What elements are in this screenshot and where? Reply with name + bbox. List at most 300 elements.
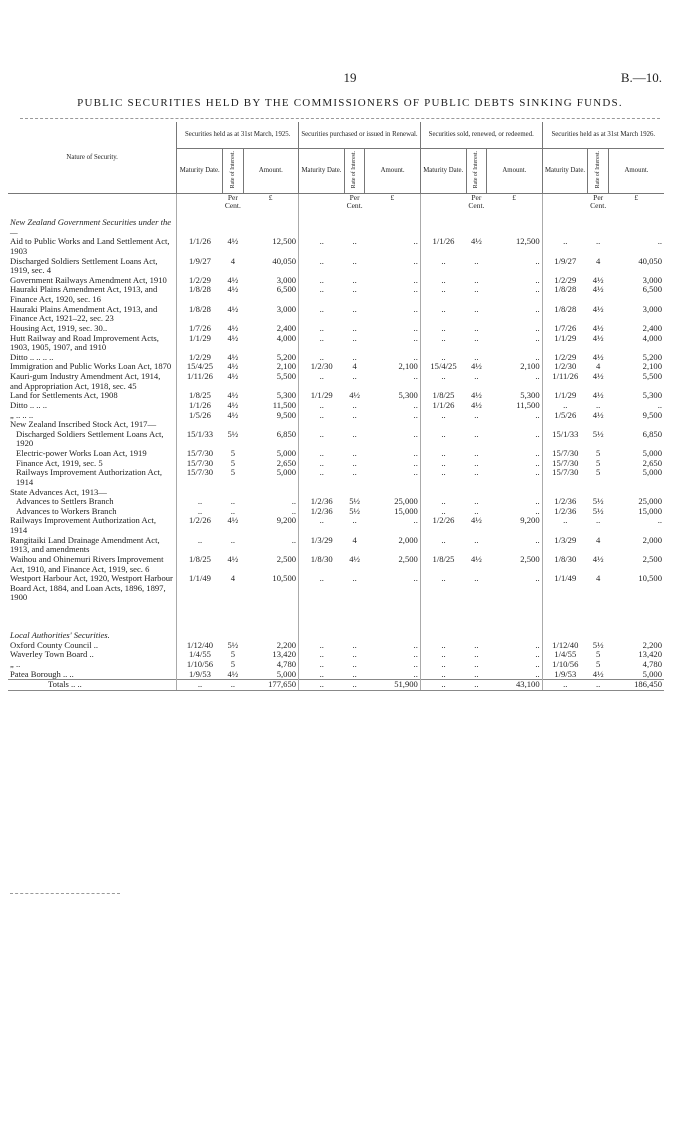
security-name: Advances to Settlers Branch xyxy=(16,496,114,507)
amount-cell: .. xyxy=(657,236,662,247)
amount-cell: .. xyxy=(291,496,297,507)
amount-cell: 3,000 xyxy=(642,303,662,314)
maturity-date-cell: 15/7/30 xyxy=(177,468,223,487)
table-row xyxy=(8,430,664,449)
security-name: New Zealand Inscribed Stock Act, 1917— xyxy=(10,419,157,430)
amount-cell: .. xyxy=(291,534,297,545)
interest-rate-cell: 4½ xyxy=(227,332,239,343)
maturity-date-cell: .. xyxy=(542,237,588,256)
amount-cell: .. xyxy=(413,303,418,314)
rate-header: Rate of Interest. xyxy=(344,149,364,194)
per-cent-unit: Per Cent. xyxy=(224,193,241,211)
amount-cell: 5,200 xyxy=(276,351,297,362)
table-row xyxy=(8,670,664,680)
interest-rate-cell: 4½ xyxy=(471,361,482,372)
maturity-date-cell: 1/8/25 xyxy=(177,391,223,401)
maturity-date-cell: .. xyxy=(420,334,466,353)
page-number: 19 xyxy=(343,70,357,85)
amount-cell: .. xyxy=(413,428,418,439)
interest-rate-cell: 5 xyxy=(596,467,601,478)
interest-rate-cell: 4½ xyxy=(227,409,239,420)
interest-rate-cell: 4½ xyxy=(227,668,239,679)
amount-cell: 9,200 xyxy=(520,515,540,526)
security-name: Land for Settlements Act, 1908 xyxy=(10,390,118,401)
maturity-date-cell: 15/7/30 xyxy=(542,449,588,459)
local-authorities-heading: Local Authorities' Securities. xyxy=(10,630,110,640)
maturity-date-cell: 1/5/26 xyxy=(542,411,588,421)
title-divider xyxy=(20,118,660,119)
interest-rate-cell: .. xyxy=(474,322,479,333)
interest-rate-cell: 5 xyxy=(596,448,601,458)
maturity-date-cell: .. xyxy=(299,237,345,256)
amount-cell: .. xyxy=(535,658,540,669)
amount-cell: .. xyxy=(535,639,540,650)
interest-rate-cell: 4½ xyxy=(227,515,239,526)
maturity-date-cell: .. xyxy=(299,430,345,449)
interest-rate-cell: 4½ xyxy=(227,361,239,372)
amount-cell: 10,500 xyxy=(638,573,662,584)
interest-rate-cell: 4½ xyxy=(592,303,604,314)
maturity-date-cell: 15/7/30 xyxy=(542,468,588,487)
amount-cell xyxy=(487,420,542,430)
security-name: Westport Harbour Act, 1920, Westport Harbour Board Act, 1884, and Loan Acts, 1896, 1897, 1900 xyxy=(10,573,173,603)
interest-rate-cell: 5 xyxy=(596,649,601,660)
security-name: Ditto .. .. .. .. xyxy=(10,351,54,362)
maturity-date-cell: .. xyxy=(420,372,466,391)
interest-rate-cell: .. xyxy=(596,515,601,526)
pound-unit: £ xyxy=(512,193,516,202)
amount-cell: .. xyxy=(413,639,418,650)
amount-header: Amount. xyxy=(608,149,664,194)
security-name: Hauraki Plains Amendment Act, 1913, and Finance Act, 1920, sec. 16 xyxy=(10,284,158,304)
security-name: Immigration and Public Works Loan Act, 1870 xyxy=(10,361,172,372)
maturity-date-cell: .. xyxy=(177,680,223,691)
table-row xyxy=(8,257,664,276)
group-header-sold: Securities sold, renewed, or redeemed. xyxy=(420,122,542,149)
amount-cell: 25,000 xyxy=(638,496,662,507)
amount-cell: .. xyxy=(535,496,540,507)
interest-rate-cell: .. xyxy=(474,573,479,584)
interest-rate-cell: .. xyxy=(352,573,357,584)
securities-table xyxy=(8,122,664,691)
amount-cell: .. xyxy=(413,668,418,679)
security-name: Electric-power Works Loan Act, 1919 xyxy=(16,448,147,458)
amount-cell: 2,100 xyxy=(642,361,662,372)
security-name: State Advances Act, 1913— xyxy=(10,486,107,497)
maturity-date-cell: .. xyxy=(420,257,466,276)
amount-cell: 177,650 xyxy=(243,680,298,691)
amount-cell: 2,200 xyxy=(642,639,662,650)
maturity-date-cell: .. xyxy=(420,641,466,651)
maturity-date-cell: .. xyxy=(299,680,345,691)
amount-cell: .. xyxy=(535,409,540,420)
maturity-date-cell: 1/9/53 xyxy=(542,670,588,680)
interest-rate-cell: .. xyxy=(474,351,479,362)
interest-rate-cell: 5 xyxy=(230,649,236,660)
amount-cell: .. xyxy=(413,322,418,333)
interest-rate-cell: 4½ xyxy=(471,390,482,401)
amount-cell: .. xyxy=(413,467,418,478)
maturity-date-cell: .. xyxy=(420,574,466,603)
interest-rate-cell: 4 xyxy=(596,534,601,545)
maturity-date-cell: 1/1/26 xyxy=(177,237,223,256)
interest-rate-cell xyxy=(588,218,608,237)
maturity-date-cell: 1/10/56 xyxy=(542,660,588,670)
interest-rate-cell: .. xyxy=(352,284,357,295)
interest-rate-cell: .. xyxy=(352,303,357,314)
interest-rate-cell: .. xyxy=(223,680,243,691)
interest-rate-cell: 5½ xyxy=(592,428,604,439)
amount-cell: .. xyxy=(413,399,418,410)
maturity-date-cell: .. xyxy=(177,497,223,507)
amount-cell: 2,200 xyxy=(276,639,297,650)
security-name: Hutt Railway and Road Improvement Acts, 1903, 1905, 1907, and 1910 xyxy=(10,332,159,353)
table-row xyxy=(8,218,664,237)
security-name: Discharged Soldiers Settlement Loans Act, 1919, sec. 4 xyxy=(10,255,158,276)
amount-cell: 40,050 xyxy=(272,255,297,266)
amount-cell: .. xyxy=(413,573,418,584)
amount-cell: 12,500 xyxy=(515,236,540,247)
per-cent-unit: Per Cent. xyxy=(590,193,607,211)
interest-rate-cell: 5 xyxy=(596,658,601,669)
interest-rate-cell: .. xyxy=(474,639,479,650)
maturity-date-cell: 1/3/29 xyxy=(299,536,345,555)
interest-rate-cell: 4½ xyxy=(227,399,239,410)
interest-rate-cell: 4 xyxy=(596,573,601,584)
interest-rate-cell xyxy=(223,218,243,237)
amount-cell: 43,100 xyxy=(487,680,542,691)
maturity-date-cell: 1/3/29 xyxy=(542,536,588,555)
security-name: Hauraki Plains Amendment Act, 1913, and Finance Act, 1921–22, sec. 23 xyxy=(10,303,158,324)
maturity-date-cell: .. xyxy=(299,324,345,334)
interest-rate-cell: 4 xyxy=(596,255,601,266)
maturity-date-cell: 1/1/26 xyxy=(420,401,466,411)
interest-rate-cell: 4½ xyxy=(592,274,604,285)
security-name: Government Railways Amendment Act, 1910 xyxy=(10,274,167,285)
maturity-date-cell: .. xyxy=(299,516,345,535)
maturity-date-cell: 1/1/29 xyxy=(177,334,223,353)
amount-cell: .. xyxy=(413,448,418,458)
maturity-date-cell: 1/12/40 xyxy=(177,641,223,651)
maturity-date-cell: .. xyxy=(299,459,345,469)
amount-cell: .. xyxy=(535,303,540,314)
amount-cell: 5,000 xyxy=(276,448,297,458)
interest-rate-cell: 4 xyxy=(230,255,236,266)
maturity-date-cell: .. xyxy=(177,536,223,555)
security-name: Ditto .. .. .. xyxy=(10,399,48,410)
maturity-date-cell: .. xyxy=(299,449,345,459)
amount-cell xyxy=(365,420,420,430)
maturity-date-cell: .. xyxy=(299,641,345,651)
maturity-date-cell: 1/8/30 xyxy=(542,555,588,574)
maturity-date-cell: 1/1/26 xyxy=(177,401,223,411)
amount-cell: .. xyxy=(413,351,418,362)
amount-cell: .. xyxy=(535,457,540,468)
amount-cell: 5,000 xyxy=(276,467,297,478)
maturity-date-cell: 1/7/26 xyxy=(177,324,223,334)
security-name: Waverley Town Board .. xyxy=(10,649,94,660)
maturity-date-cell: 15/1/33 xyxy=(542,430,588,449)
security-name: Finance Act, 1919, sec. 5 xyxy=(16,457,103,468)
interest-rate-cell: .. xyxy=(596,236,601,247)
amount-cell: 13,420 xyxy=(638,649,662,660)
interest-rate-cell: .. xyxy=(352,399,357,410)
amount-cell: 2,500 xyxy=(398,553,418,564)
table-row xyxy=(8,305,664,324)
amount-cell: 15,000 xyxy=(638,505,662,516)
page-title: PUBLIC SECURITIES HELD BY THE COMMISSIONERS OF PUBLIC DEBTS SINKING FUNDS. xyxy=(77,97,623,109)
rate-header: Rate of Interest. xyxy=(588,149,608,194)
amount-cell: .. xyxy=(535,649,540,660)
amount-cell: 25,000 xyxy=(394,496,418,507)
maturity-date-cell: 1/5/26 xyxy=(177,411,223,421)
amount-cell: .. xyxy=(413,274,418,285)
amount-cell: 5,500 xyxy=(276,371,297,381)
amount-cell: 2,500 xyxy=(276,553,297,564)
pound-unit: £ xyxy=(634,193,639,202)
amount-cell: 2,100 xyxy=(398,361,418,372)
amount-cell: 5,000 xyxy=(642,668,662,679)
totals-label: Totals .. .. xyxy=(8,680,177,691)
security-name: Rangitaiki Land Drainage Amendment Act, 1913, and amendments xyxy=(10,534,160,555)
amount-cell xyxy=(243,218,298,237)
maturity-date-cell: 1/2/29 xyxy=(542,353,588,363)
amount-cell: .. xyxy=(413,371,418,381)
maturity-date-cell: .. xyxy=(420,459,466,469)
maturity-date-cell: .. xyxy=(420,650,466,660)
amount-cell xyxy=(487,218,542,237)
amount-cell: 11,500 xyxy=(272,399,297,410)
interest-rate-cell: .. xyxy=(474,668,479,679)
amount-cell: 3,000 xyxy=(642,274,662,285)
interest-rate-cell: 4½ xyxy=(227,274,239,285)
interest-rate-cell: .. xyxy=(352,322,357,333)
interest-rate-cell: 5½ xyxy=(349,505,360,516)
interest-rate-cell: 4½ xyxy=(349,553,360,564)
maturity-date-cell: 1/2/36 xyxy=(542,497,588,507)
amount-cell: .. xyxy=(413,409,418,420)
interest-rate-cell: 4½ xyxy=(592,371,604,381)
amount-cell: .. xyxy=(535,255,540,266)
maturity-date-cell: 1/7/26 xyxy=(542,324,588,334)
interest-rate-cell: 4½ xyxy=(471,399,482,410)
security-name: Housing Act, 1919, sec. 30.. xyxy=(10,322,108,333)
security-name: Advances to Workers Branch xyxy=(16,505,117,516)
amount-cell: 5,000 xyxy=(276,668,297,679)
interest-rate-cell: 4½ xyxy=(592,332,604,343)
amount-cell: 2,400 xyxy=(276,322,297,333)
maturity-date-cell: .. xyxy=(299,660,345,670)
amount-cell: 6,850 xyxy=(276,428,297,439)
security-name: Discharged Soldiers Settlement Loans Act, 1920 xyxy=(16,428,164,449)
maturity-date-cell: 1/11/26 xyxy=(542,372,588,391)
amount-cell: 2,650 xyxy=(276,457,297,468)
interest-rate-cell: .. xyxy=(352,332,357,343)
interest-rate-cell: 4½ xyxy=(592,390,604,401)
interest-rate-cell: 4½ xyxy=(471,553,482,564)
maturity-date-cell: 1/10/56 xyxy=(177,660,223,670)
amount-cell: 15,000 xyxy=(394,505,418,516)
maturity-date-cell: 1/2/29 xyxy=(177,276,223,286)
maturity-date-cell: 15/4/25 xyxy=(177,362,223,372)
maturity-date-cell: .. xyxy=(299,372,345,391)
interest-rate-cell: .. xyxy=(474,332,479,343)
security-name: Railways Improvement Authorization Act, 1914 xyxy=(10,515,157,535)
amount-cell: 6,500 xyxy=(642,284,662,295)
maturity-date-cell: 1/11/26 xyxy=(177,372,223,391)
interest-rate-cell: .. xyxy=(352,274,357,285)
maturity-date-cell: .. xyxy=(299,257,345,276)
interest-rate-cell: 4½ xyxy=(592,351,604,362)
amount-cell: 11,500 xyxy=(516,399,540,410)
interest-rate-cell: 4½ xyxy=(471,236,482,247)
interest-rate-cell: .. xyxy=(352,236,357,247)
amount-cell: 2,500 xyxy=(642,553,662,564)
interest-rate-cell: .. xyxy=(352,409,357,420)
amount-cell xyxy=(487,488,542,498)
amount-cell: .. xyxy=(413,255,418,266)
maturity-date-cell xyxy=(542,218,588,237)
maturity-date-cell: 1/1/29 xyxy=(542,391,588,401)
amount-cell: 3,000 xyxy=(276,303,297,314)
maturity-date-cell: .. xyxy=(299,650,345,660)
table-row xyxy=(8,285,664,304)
interest-rate-cell: .. xyxy=(474,303,479,314)
interest-rate-cell: .. xyxy=(352,371,357,381)
interest-rate-cell: 5½ xyxy=(592,496,604,507)
table-row xyxy=(8,574,664,603)
interest-rate-cell xyxy=(344,218,364,237)
interest-rate-cell: .. xyxy=(352,639,357,650)
amount-cell: 5,000 xyxy=(642,448,662,458)
amount-cell: 6,500 xyxy=(276,284,297,295)
maturity-date-cell: .. xyxy=(299,276,345,286)
maturity-date-cell: 15/4/25 xyxy=(420,362,466,372)
maturity-date-cell: .. xyxy=(299,574,345,603)
interest-rate-cell: 5 xyxy=(230,467,236,478)
interest-rate-cell: .. xyxy=(474,467,479,478)
maturity-date-cell: 1/9/27 xyxy=(177,257,223,276)
amount-cell: .. xyxy=(413,515,418,526)
security-name: Oxford County Council .. xyxy=(10,639,99,650)
interest-rate-cell: .. xyxy=(352,255,357,266)
interest-rate-cell: 5 xyxy=(230,448,236,458)
interest-rate-cell: 5 xyxy=(596,457,601,468)
interest-rate-cell xyxy=(466,218,486,237)
maturity-date-cell: 1/8/28 xyxy=(177,285,223,304)
amount-header: Amount. xyxy=(243,149,298,194)
interest-rate-cell: 5½ xyxy=(592,505,604,516)
amount-cell: 2,000 xyxy=(398,534,418,545)
interest-rate-cell: .. xyxy=(474,457,479,468)
interest-rate-cell: .. xyxy=(352,428,357,439)
amount-cell: .. xyxy=(535,448,540,458)
table-row xyxy=(8,237,664,256)
table-row xyxy=(8,334,664,353)
maturity-date-cell: 1/1/29 xyxy=(542,334,588,353)
group-header-held-1926: Securities held as at 31st March 1926. xyxy=(542,122,664,149)
maturity-date-cell: 1/2/30 xyxy=(299,362,345,372)
amount-cell: 5,300 xyxy=(398,390,418,401)
pound-unit: £ xyxy=(268,193,273,202)
pound-unit: £ xyxy=(390,193,395,202)
maturity-date-cell: 1/8/28 xyxy=(177,305,223,324)
amount-cell: 5,500 xyxy=(642,371,662,381)
interest-rate-cell: 4 xyxy=(596,361,601,372)
interest-rate-cell: 4½ xyxy=(592,322,604,333)
maturity-date-cell: .. xyxy=(177,507,223,517)
interest-rate-cell: .. xyxy=(596,399,601,410)
amount-cell: .. xyxy=(535,573,540,584)
interest-rate-cell: 4 xyxy=(352,361,357,372)
interest-rate-cell: .. xyxy=(588,680,608,691)
interest-rate-cell: .. xyxy=(474,371,479,381)
security-name: „ .. .. .. xyxy=(10,409,34,420)
interest-rate-cell: .. xyxy=(352,649,357,660)
interest-rate-cell: .. xyxy=(474,284,479,295)
interest-rate-cell: 5½ xyxy=(227,428,239,439)
maturity-date-cell: 15/1/33 xyxy=(177,430,223,449)
maturity-date-cell: 1/12/40 xyxy=(542,641,588,651)
amount-cell: .. xyxy=(535,505,540,516)
interest-rate-cell: .. xyxy=(474,505,479,516)
interest-rate-cell: 5½ xyxy=(592,639,604,650)
amount-cell: .. xyxy=(413,457,418,468)
maturity-date-cell: .. xyxy=(299,411,345,421)
amount-cell: .. xyxy=(657,399,662,410)
amount-cell: 4,000 xyxy=(276,332,297,343)
maturity-date-cell: 1/4/55 xyxy=(177,650,223,660)
maturity-date-cell: 1/2/29 xyxy=(542,276,588,286)
interest-rate-cell: 4½ xyxy=(349,390,360,401)
totals-row xyxy=(8,680,664,691)
maturity-date-cell xyxy=(177,218,223,237)
amount-cell: .. xyxy=(413,649,418,660)
amount-cell: .. xyxy=(413,658,418,669)
table-row xyxy=(8,516,664,535)
amount-cell: 2,000 xyxy=(642,534,662,545)
amount-cell: .. xyxy=(535,274,540,285)
table-row xyxy=(8,555,664,574)
interest-rate-cell: 5½ xyxy=(349,496,360,507)
interest-rate-cell: 5 xyxy=(230,457,236,468)
amount-cell: 4,000 xyxy=(642,332,662,343)
security-name: Aid to Public Works and Land Settlement Act, 1903 xyxy=(10,236,170,256)
amount-cell: .. xyxy=(535,534,540,545)
maturity-date-cell: .. xyxy=(420,660,466,670)
interest-rate-cell: 4½ xyxy=(227,553,239,564)
interest-rate-cell: 4½ xyxy=(227,351,239,362)
amount-cell: 4,780 xyxy=(642,658,662,669)
maturity-date-cell: 15/7/30 xyxy=(177,459,223,469)
interest-rate-cell: .. xyxy=(230,534,236,545)
maturity-header: Maturity Date. xyxy=(420,149,466,194)
maturity-date-cell: .. xyxy=(542,401,588,411)
table-body xyxy=(8,194,664,691)
interest-rate-cell: .. xyxy=(352,668,357,679)
amount-cell: 51,900 xyxy=(365,680,420,691)
maturity-date-cell: 15/7/30 xyxy=(177,449,223,459)
amount-cell: 2,100 xyxy=(520,361,540,372)
amount-cell: .. xyxy=(535,322,540,333)
interest-rate-cell: 4 xyxy=(230,573,236,584)
units-row xyxy=(8,194,664,219)
maturity-date-cell: .. xyxy=(420,305,466,324)
table-row xyxy=(8,372,664,391)
interest-rate-cell: .. xyxy=(474,409,479,420)
maturity-date-cell: .. xyxy=(299,468,345,487)
maturity-date-cell: 1/1/29 xyxy=(299,391,345,401)
